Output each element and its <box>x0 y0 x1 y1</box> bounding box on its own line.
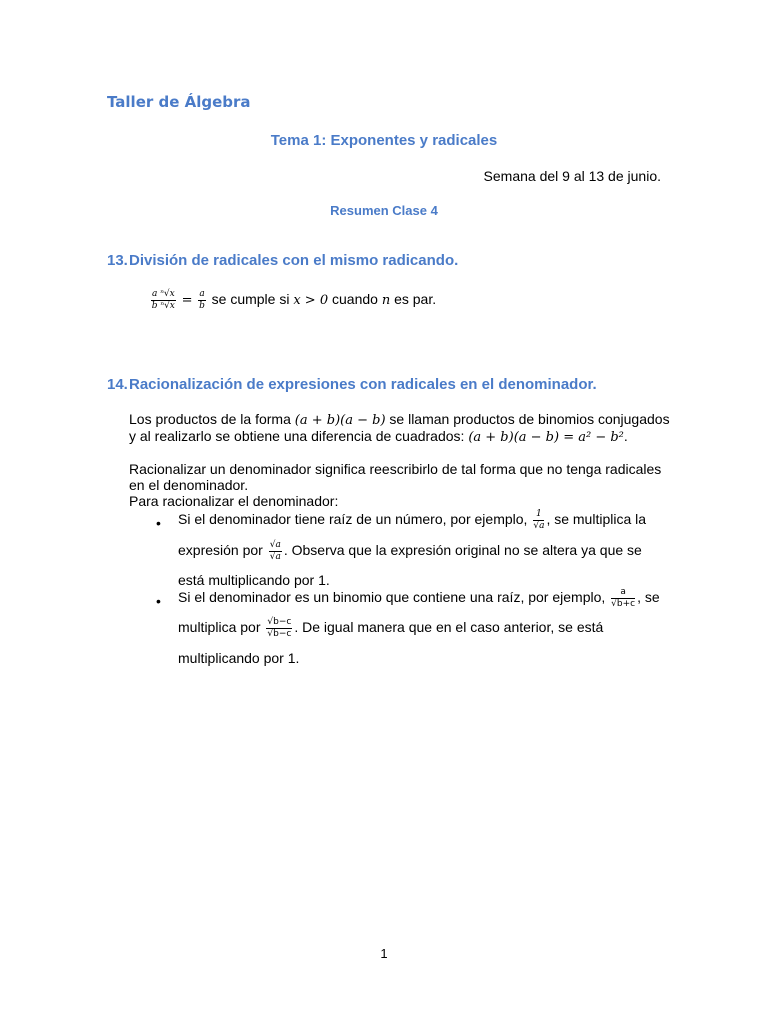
bullet-1-line-1 <box>178 510 646 531</box>
bullet-2-marker: • <box>156 593 161 609</box>
b1-text-a: Si el denominador tiene raíz de un número, por ejemplo, <box>178 511 528 528</box>
formula-lhs-numerator: a ⁿ√x <box>152 289 175 299</box>
b1-fraction-num: 1 <box>533 510 544 521</box>
b2-multiplier-den: √b−c <box>267 629 292 639</box>
b2-fraction-den: √b+c <box>611 599 636 609</box>
p1-text-b: se llaman productos de binomios conjugados <box>389 411 670 427</box>
p1-math-1: (a + b)(a − b) <box>294 413 386 428</box>
b2-text-a: Si el denominador es un binomio que contiene una raíz, por ejemplo, <box>178 589 606 606</box>
paragraph-conjugates-line-2 <box>129 428 628 446</box>
paragraph-rationalize-line-1: Racionalizar un denominador significa reescribirlo de tal forma que no tenga radicales <box>129 461 662 477</box>
bullet-1-marker: • <box>156 515 161 531</box>
p1-text-c: y al realizarlo se obtiene una diferencia de cuadrados: <box>129 428 465 444</box>
formula-text-2: cuando <box>332 291 378 308</box>
bullet-2-line-3: multiplicando por 1. <box>178 650 300 666</box>
b2-text-c: multiplica por <box>178 619 261 636</box>
section-14-title: Racionalización de expresiones con radicales en el denominador. <box>129 376 597 393</box>
b2-fraction-multiplier <box>266 618 292 639</box>
formula-rhs-numerator: a <box>199 289 205 299</box>
formula-var-n: n <box>381 293 391 309</box>
p1-text-a: Los productos de la forma <box>129 411 291 427</box>
p1-end: . <box>623 428 628 444</box>
paragraph-rationalize-line-2: en el denominador. <box>129 477 249 493</box>
b1-fraction-den: √a <box>533 521 545 531</box>
page-number: 1 <box>380 946 388 961</box>
bullet-1-line-3: está multiplicando por 1. <box>178 572 330 588</box>
section-13-title: División de radicales con el mismo radicando. <box>129 252 459 269</box>
b2-text-d: . De igual manera que en el caso anterior, se está <box>294 619 604 636</box>
paragraph-conjugates-line-1 <box>129 411 670 429</box>
b2-multiplier-num: √b−c <box>267 617 292 627</box>
formula-lhs-denominator: b ⁿ√x <box>151 301 175 311</box>
summary-heading: Resumen Clase 4 <box>330 203 438 218</box>
formula-rhs-fraction <box>198 290 205 311</box>
formula-equals: = <box>181 293 193 309</box>
b2-fraction-num: a <box>611 588 635 599</box>
b1-multiplier-num: √a <box>269 540 281 550</box>
bullet-2-line-2 <box>178 618 603 639</box>
paragraph-instructions: Para racionalizar el denominador: <box>129 493 339 509</box>
b2-text-b: , se <box>637 589 660 606</box>
section-14-heading <box>107 376 597 393</box>
b1-multiplier-den: √a <box>269 552 281 562</box>
document-title: Taller de Álgebra <box>107 93 251 111</box>
formula-condition: x > 0 <box>293 293 329 309</box>
section-14-number: 14. <box>107 376 128 393</box>
b1-fraction-multiplier <box>269 541 282 562</box>
b1-text-d: . Observa que la expresión original no se altera ya que se <box>283 542 642 559</box>
bullet-1-line-2 <box>178 541 642 562</box>
p1-math-2: (a + b)(a − b) = a² − b² <box>468 430 624 445</box>
b1-text-c: expresión por <box>178 542 263 559</box>
section-13-formula <box>149 290 436 311</box>
section-13-heading <box>107 252 458 269</box>
bullet-2-line-1 <box>178 588 660 609</box>
topic-heading: Tema 1: Exponentes y radicales <box>270 132 498 149</box>
b2-fraction-example <box>611 588 635 609</box>
section-13-number: 13. <box>107 252 128 269</box>
b1-text-b: , se multiplica la <box>546 511 647 528</box>
formula-lhs-fraction <box>151 290 176 311</box>
formula-rhs-denominator: b <box>199 301 205 311</box>
formula-text-1: se cumple si <box>211 291 290 308</box>
week-text: Semana del 9 al 13 de junio. <box>483 168 661 184</box>
b1-fraction-example <box>533 510 544 531</box>
formula-text-3: es par. <box>394 291 437 308</box>
